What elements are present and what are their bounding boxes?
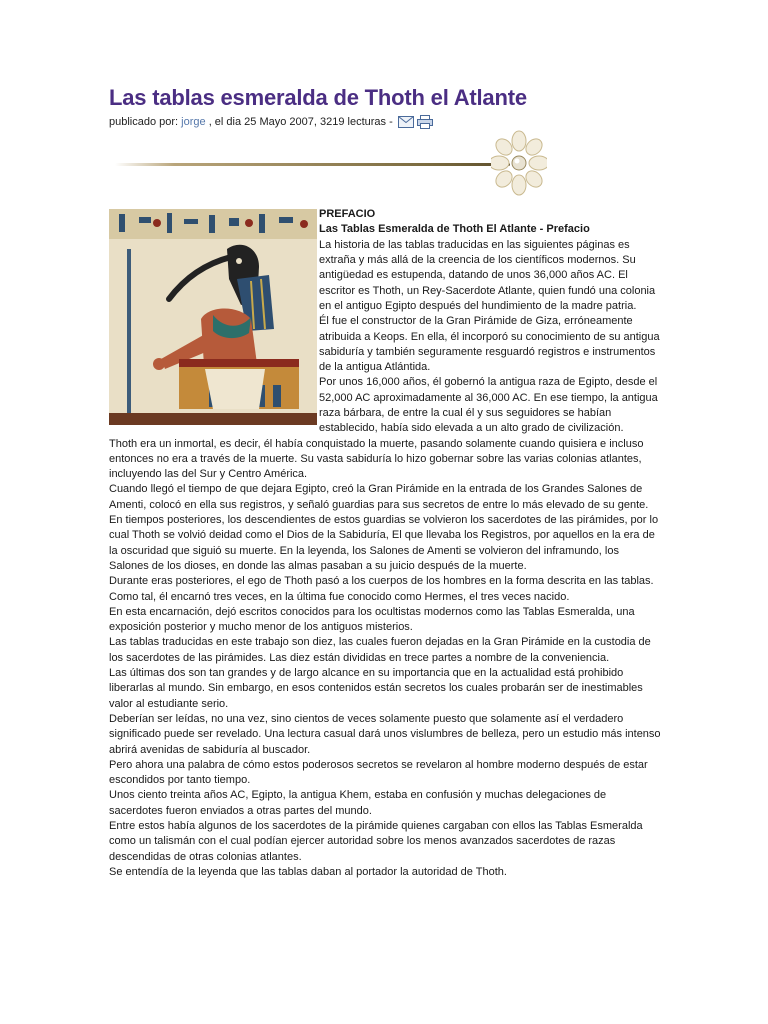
- paragraph: Se entendía de la leyenda que las tablas daban al portador la autoridad de Thoth.: [109, 865, 507, 878]
- meta-suffix: , el dia 25 Mayo 2007, 3219 lecturas -: [205, 116, 396, 128]
- flower-divider-icon: [491, 129, 547, 197]
- print-icon[interactable]: [417, 115, 433, 129]
- paragraph: La historia de las tablas traducidas en las siguientes páginas es extraña y más allá de la creencia de los científicos modernos. Su antigüedad es estupenda, datando de unos 36,000 años AC. El escritor es Thoth, un Rey-Sacerdote Atlante, quien fundó una colonia en el antiguo Egipto después del hundimiento de la madre patria.: [319, 238, 656, 312]
- article-meta: [109, 115, 661, 129]
- author-link[interactable]: jorge: [181, 116, 206, 128]
- paragraph: Deberían ser leídas, no una vez, sino cientos de veces solamente puesto que solamente así el verdadero significado puede ser revelado. Una lectura casual dará unos vislumbres de belleza, pero un estudio más intenso abrirá avenidas de sabiduría al buscador.: [109, 712, 661, 756]
- paragraph: Pero ahora una palabra de cómo estos poderosos secretos se revelaron al hombre moderno después de estar escondidos por tanto tiempo.: [109, 758, 648, 787]
- paragraph: Entre estos había algunos de los sacerdotes de la pirámide quienes cargaban con ellos las Tablas Esmeralda como un talismán con el cual podían ejercer autoridad sobre los menos avanzados sacerdotes de razas descendidas de otras colonias atlantes.: [109, 820, 643, 863]
- divider-rod: [115, 163, 510, 166]
- paragraph: Las últimas dos son tan grandes y de largo alcance en su importancia que en la actualidad está prohibido liberarlas al mundo. Sin embargo, en esos contenidos están secretos los cuales probarán ser de inestimables valor al estudiante serio.: [109, 667, 643, 710]
- paragraph: Unos ciento treinta años AC, Egipto, la antigua Khem, estaba en confusión y muchas delegaciones de sacerdotes fueron enviados a otras partes del mundo.: [109, 789, 607, 817]
- email-icon[interactable]: [398, 116, 414, 128]
- paragraph: En esta encarnación, dejó escritos conocidos para los ocultistas modernos como las Tablas Esmeralda, una exposición posterior y mucho menor de los antiguos misterios.: [109, 605, 635, 634]
- paragraph: Por unos 16,000 años, él gobernó la antigua raza de Egipto, desde el 52,000 AC aproximadamente al 36,000 AC. En ese tiempo, la antigua raza bárbara, de entre la cual él y sus seguidores se habían establecido, había sido elevada a un alto grado de civilización.: [319, 376, 658, 435]
- meta-prefix: publicado por:: [109, 116, 182, 128]
- paragraph: Durante eras posteriores, el ego de Thoth pasó a los cuerpos de los hombres en la forma descrita en las tablas. Como tal, él encarnó tres veces, en la última fue conocido como Hermes, el tres veces nacido.: [109, 575, 654, 603]
- paragraph: Thoth era un inmortal, es decir, él había conquistado la muerte, pasando solamente cuando quisiera e incluso entonces no era a través de la muerte. Su vasta sabiduría lo hizo gobernar sobre las varias colonias atlantes, incluyendo las del Sur y Centro América.: [109, 437, 644, 481]
- paragraph: Cuando llegó el tiempo de que dejara Egipto, creó la Gran Pirámide en la entrada de los Grandes Salones de Amenti, colocó en ella sus registros, y señaló guardias para sus secretos de entre lo más elevado de su gente.: [109, 483, 649, 511]
- decorative-divider: [109, 129, 661, 197]
- thoth-egyptian-painting-icon: [109, 209, 317, 425]
- paragraph: Las tablas traducidas en este trabajo son diez, las cuales fueron dejadas en la Gran Pirámide en la custodia de los sacerdotes de las pirámides. Las diez están divididas en trece partes a nombre de la conveniencia.: [109, 636, 651, 664]
- article-body: [109, 207, 661, 880]
- article: [109, 84, 661, 880]
- section-subheading: Las Tablas Esmeralda de Thoth El Atlante - Prefacio: [319, 223, 590, 236]
- paragraph: En tiempos posteriores, los descendientes de estos guardias se volvieron los sacerdotes de las pirámides, por lo cual Thoth se volvió deidad como el Dios de la Sabiduría, El que llevaba los Registros, por aquellos en la era de la oscuridad que siguió su muerte. En la leyenda, los Salones de Amenti se volvieron del inframundo, los Salones de los dioses, en donde las almas pasaban a su juicio después de la muerte.: [109, 514, 659, 572]
- page-title: Las tablas esmeralda de Thoth el Atlante: [109, 85, 527, 110]
- section-heading: PREFACIO: [319, 208, 376, 221]
- paragraph: Él fue el constructor de la Gran Pirámide de Giza, erróneamente atribuida a Keops. En ella, él incorporó su conocimiento de su antigua sabiduría y también seguramente resguardó registros e instrumentos de la antigua Atlántida.: [319, 315, 660, 374]
